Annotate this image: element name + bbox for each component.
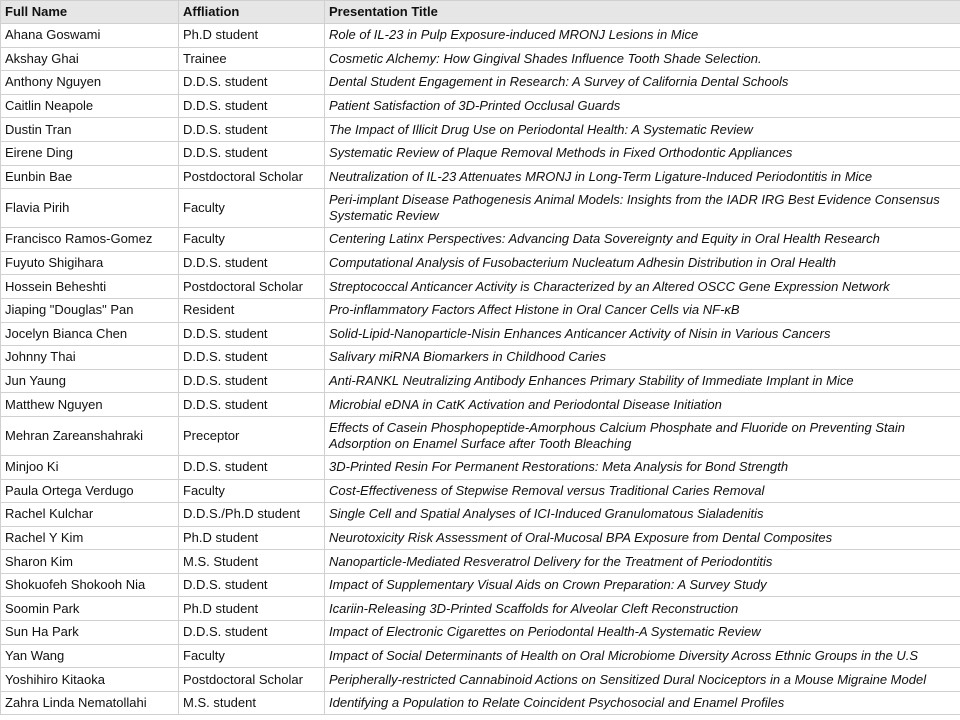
cell-full-name: Mehran Zareanshahraki [1,416,179,455]
table-row [1,24,960,48]
cell-presentation-title: Single Cell and Spatial Analyses of ICI-Induced Granulomatous Sialadenitis [325,503,960,527]
table-row [1,165,960,189]
table-row [1,644,960,668]
header-affiliation: Affliation [179,1,325,24]
header-full-name: Full Name [1,1,179,24]
table-row [1,550,960,574]
cell-affiliation: Faculty [179,644,325,668]
table-row [1,228,960,252]
cell-full-name: Rachel Y Kim [1,526,179,550]
cell-presentation-title: Impact of Supplementary Visual Aids on Crown Preparation: A Survey Study [325,573,960,597]
cell-affiliation: D.D.S. student [179,573,325,597]
cell-affiliation: Faculty [179,189,325,228]
cell-full-name: Paula Ortega Verdugo [1,479,179,503]
cell-full-name: Caitlin Neapole [1,94,179,118]
cell-presentation-title: Cosmetic Alchemy: How Gingival Shades Influence Tooth Shade Selection. [325,47,960,71]
cell-affiliation: D.D.S. student [179,322,325,346]
cell-affiliation: Ph.D student [179,526,325,550]
cell-full-name: Eirene Ding [1,141,179,165]
cell-affiliation: D.D.S. student [179,141,325,165]
cell-presentation-title: Impact of Electronic Cigarettes on Periodontal Health-A Systematic Review [325,621,960,645]
cell-affiliation: Resident [179,298,325,322]
cell-affiliation: D.D.S. student [179,94,325,118]
cell-presentation-title: Identifying a Population to Relate Coincident Psychosocial and Enamel Profiles [325,691,960,715]
cell-affiliation: Trainee [179,47,325,71]
table-row [1,141,960,165]
cell-affiliation: Postdoctoral Scholar [179,275,325,299]
table-row [1,597,960,621]
cell-full-name: Eunbin Bae [1,165,179,189]
header-row [1,1,960,24]
cell-affiliation: D.D.S./Ph.D student [179,503,325,527]
cell-presentation-title: Systematic Review of Plaque Removal Methods in Fixed Orthodontic Appliances [325,141,960,165]
cell-full-name: Shokuofeh Shokooh Nia [1,573,179,597]
cell-presentation-title: Nanoparticle-Mediated Resveratrol Delivery for the Treatment of Periodontitis [325,550,960,574]
table-row [1,322,960,346]
table-row [1,298,960,322]
cell-affiliation: Ph.D student [179,24,325,48]
cell-full-name: Akshay Ghai [1,47,179,71]
cell-presentation-title: 3D-Printed Resin For Permanent Restorations: Meta Analysis for Bond Strength [325,455,960,479]
cell-full-name: Yoshihiro Kitaoka [1,668,179,692]
table-row [1,346,960,370]
table-row [1,621,960,645]
cell-full-name: Dustin Tran [1,118,179,142]
cell-presentation-title: Salivary miRNA Biomarkers in Childhood Caries [325,346,960,370]
cell-presentation-title: Solid-Lipid-Nanoparticle-Nisin Enhances Anticancer Activity of Nisin in Various Cancers [325,322,960,346]
cell-presentation-title: Peripherally-restricted Cannabinoid Actions on Sensitized Dural Nociceptors in a Mouse Migraine Model [325,668,960,692]
table-row [1,369,960,393]
cell-affiliation: D.D.S. student [179,71,325,95]
table-row [1,94,960,118]
table-row [1,503,960,527]
cell-affiliation: D.D.S. student [179,455,325,479]
cell-affiliation: D.D.S. student [179,118,325,142]
table-row [1,691,960,715]
table-row [1,275,960,299]
table-row [1,47,960,71]
cell-full-name: Matthew Nguyen [1,393,179,417]
cell-affiliation: D.D.S. student [179,621,325,645]
cell-affiliation: Faculty [179,228,325,252]
cell-full-name: Flavia Pirih [1,189,179,228]
cell-affiliation: M.S. Student [179,550,325,574]
cell-presentation-title: Anti-RANKL Neutralizing Antibody Enhances Primary Stability of Immediate Implant in Mice [325,369,960,393]
cell-full-name: Fuyuto Shigihara [1,251,179,275]
cell-presentation-title: Microbial eDNA in CatK Activation and Periodontal Disease Initiation [325,393,960,417]
cell-full-name: Johnny Thai [1,346,179,370]
header-presentation-title: Presentation Title [325,1,960,24]
cell-presentation-title: Patient Satisfaction of 3D-Printed Occlusal Guards [325,94,960,118]
cell-full-name: Minjoo Ki [1,455,179,479]
cell-presentation-title: Pro-inflammatory Factors Affect Histone in Oral Cancer Cells via NF-κB [325,298,960,322]
cell-full-name: Jiaping "Douglas" Pan [1,298,179,322]
cell-affiliation: Postdoctoral Scholar [179,165,325,189]
cell-full-name: Francisco Ramos-Gomez [1,228,179,252]
cell-full-name: Yan Wang [1,644,179,668]
table-row [1,668,960,692]
cell-full-name: Soomin Park [1,597,179,621]
cell-affiliation: D.D.S. student [179,393,325,417]
cell-affiliation: D.D.S. student [179,346,325,370]
cell-presentation-title: The Impact of Illicit Drug Use on Periodontal Health: A Systematic Review [325,118,960,142]
table-row [1,479,960,503]
table-row [1,526,960,550]
cell-affiliation: Postdoctoral Scholar [179,668,325,692]
cell-full-name: Rachel Kulchar [1,503,179,527]
cell-presentation-title: Role of IL-23 in Pulp Exposure-induced MRONJ Lesions in Mice [325,24,960,48]
cell-full-name: Jocelyn Bianca Chen [1,322,179,346]
table-row [1,251,960,275]
cell-full-name: Hossein Beheshti [1,275,179,299]
cell-affiliation: D.D.S. student [179,369,325,393]
cell-presentation-title: Centering Latinx Perspectives: Advancing Data Sovereignty and Equity in Oral Health Research [325,228,960,252]
cell-presentation-title: Streptococcal Anticancer Activity is Characterized by an Altered OSCC Gene Expression Network [325,275,960,299]
cell-full-name: Zahra Linda Nematollahi [1,691,179,715]
cell-full-name: Sun Ha Park [1,621,179,645]
cell-full-name: Jun Yaung [1,369,179,393]
table-row [1,189,960,228]
table-row [1,455,960,479]
cell-affiliation: M.S. student [179,691,325,715]
cell-presentation-title: Effects of Casein Phosphopeptide-Amorphous Calcium Phosphate and Fluoride on Preventing Stain Adsorption on Enamel Surface after Tooth Bleaching [325,416,960,455]
cell-presentation-title: Peri-implant Disease Pathogenesis Animal Models: Insights from the IADR IRG Best Evidence Consensus Systematic Review [325,189,960,228]
cell-presentation-title: Dental Student Engagement in Research: A Survey of California Dental Schools [325,71,960,95]
table-row [1,393,960,417]
cell-affiliation: Faculty [179,479,325,503]
cell-affiliation: Preceptor [179,416,325,455]
cell-presentation-title: Neurotoxicity Risk Assessment of Oral-Mucosal BPA Exposure from Dental Composites [325,526,960,550]
table-row [1,71,960,95]
cell-presentation-title: Impact of Social Determinants of Health on Oral Microbiome Diversity Across Ethnic Groups in the U.S [325,644,960,668]
cell-presentation-title: Icariin-Releasing 3D-Printed Scaffolds for Alveolar Cleft Reconstruction [325,597,960,621]
cell-presentation-title: Neutralization of IL-23 Attenuates MRONJ in Long-Term Ligature-Induced Periodontitis in Mice [325,165,960,189]
table-row [1,118,960,142]
cell-presentation-title: Cost-Effectiveness of Stepwise Removal versus Traditional Caries Removal [325,479,960,503]
cell-presentation-title: Computational Analysis of Fusobacterium Nucleatum Adhesin Distribution in Oral Health [325,251,960,275]
table-row [1,573,960,597]
cell-affiliation: D.D.S. student [179,251,325,275]
cell-full-name: Ahana Goswami [1,24,179,48]
cell-full-name: Anthony Nguyen [1,71,179,95]
table-row [1,416,960,455]
cell-affiliation: Ph.D student [179,597,325,621]
cell-full-name: Sharon Kim [1,550,179,574]
